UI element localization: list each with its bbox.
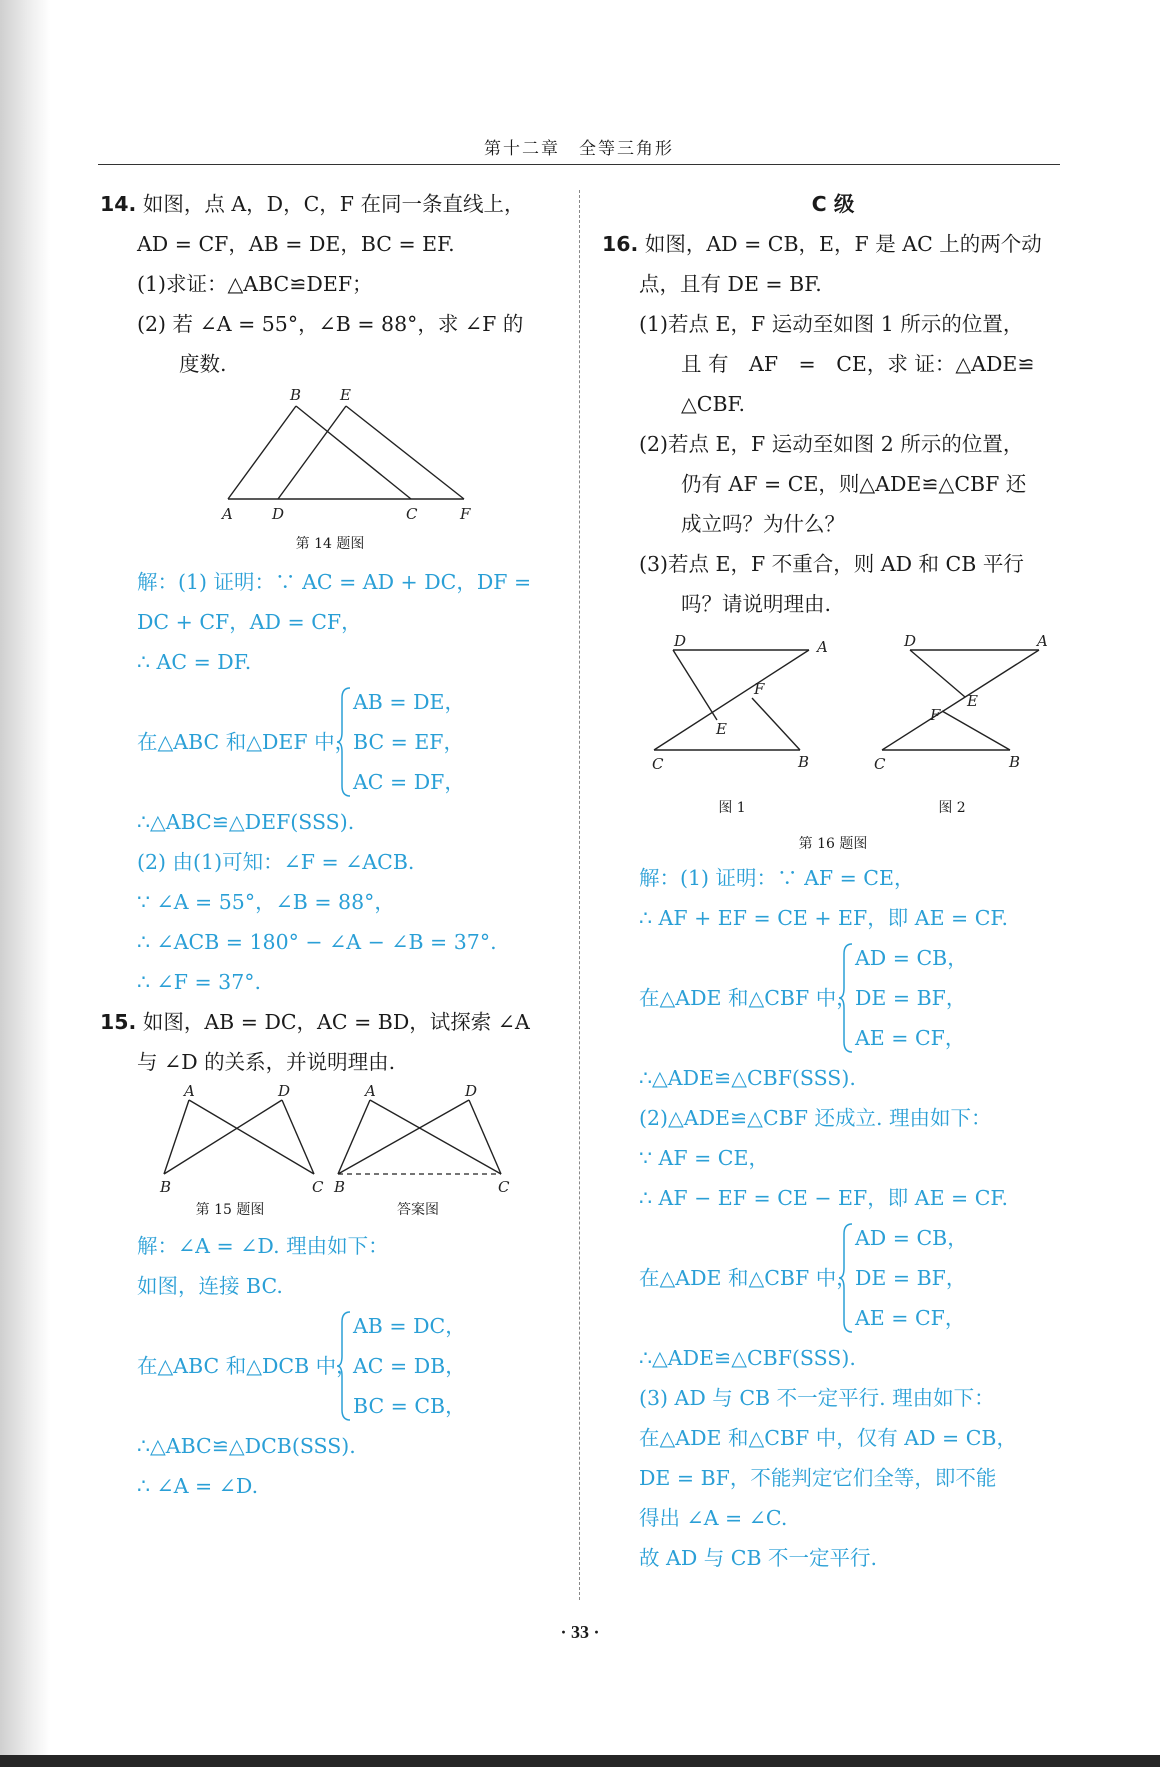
q15-sol-line: 解：∠A = ∠D. 理由如下： xyxy=(137,1234,389,1258)
brace-items: AD = CB， DE = BF， AE = CF， xyxy=(855,1226,968,1330)
q14-sol-line: ∴ AC = DF. xyxy=(137,650,252,674)
q14-line-1: 14. 如图，点 A，D，C，F 在同一条直线上， xyxy=(100,192,525,216)
q14-number: 14. xyxy=(100,192,137,216)
q15-sol-line: ∴ ∠A = ∠D. xyxy=(137,1474,259,1498)
label-C: C xyxy=(652,755,664,773)
q14-sol-line: 解：(1) 证明：∵ AC = AD + DC，DF = xyxy=(137,570,532,594)
q16-fig1-caption: 图 1 xyxy=(718,800,746,816)
page-edge-shadow xyxy=(0,0,50,1767)
q15-diagram xyxy=(100,1082,560,1200)
label-F: F xyxy=(460,505,471,523)
q16-part2-cont: 仍有 AF = CE，则△ADE≌△CBF 还 xyxy=(681,472,1027,496)
q15-solution xyxy=(100,1226,560,1506)
label-F: F xyxy=(754,680,765,698)
q16-diagram xyxy=(602,624,1064,792)
q15-line-1: 15. 如图，AB = DC，AC = BD，试探索 ∠A xyxy=(100,1010,530,1034)
label-A: A xyxy=(1037,632,1048,650)
brace-icon xyxy=(838,942,854,1054)
grade-heading: C 级 xyxy=(811,192,855,216)
q16-sol-line: 故 AD 与 CB 不一定平行. xyxy=(639,1546,878,1570)
q14-sol-line: ∴ ∠F = 37°. xyxy=(137,970,262,994)
q14-sol-line: ∴ ∠ACB = 180° − ∠A − ∠B = 37°. xyxy=(137,930,497,954)
q16-sol-line: 解：(1) 证明：∵ AF = CE， xyxy=(639,866,915,890)
q16-part1-cont: △CBF. xyxy=(681,392,746,416)
label-B: B xyxy=(160,1178,172,1196)
chapter-header: 第十二章 全等三角形 xyxy=(98,134,1060,165)
q16-sol-line: ∴ AF + EF = CE + EF，即 AE = CF. xyxy=(639,906,1008,930)
label-B: B xyxy=(1009,753,1021,771)
brace-icon xyxy=(336,686,352,798)
q16-sol-line: ∴ AF − EF = CE − EF，即 AE = CF. xyxy=(639,1186,1008,1210)
label-A: A xyxy=(184,1082,195,1100)
label-C: C xyxy=(312,1178,324,1196)
q16-part3: (3)若点 E，F 不重合，则 AD 和 CB 平行 xyxy=(639,552,1024,576)
q16-fig2-caption: 图 2 xyxy=(938,800,966,816)
brace-label: 在△ADE 和△CBF 中， xyxy=(639,1266,857,1290)
q15-sol-line: 如图，连接 BC. xyxy=(137,1274,283,1298)
q16-brace-system-1 xyxy=(602,938,1064,1058)
q16-caption: 第 16 题图 xyxy=(798,836,868,852)
q16-part1: (1)若点 E，F 运动至如图 1 所示的位置， xyxy=(639,312,1024,336)
q14-figure xyxy=(100,384,560,562)
q16-part2-cont: 成立吗？为什么？ xyxy=(681,512,845,536)
q16-sol-line: 得出 ∠A = ∠C. xyxy=(639,1506,788,1530)
q16-sol-line: ∴△ADE≌△CBF(SSS). xyxy=(639,1346,856,1370)
q14-caption: 第 14 题图 xyxy=(295,536,365,552)
label-F: F xyxy=(930,706,941,724)
label-A: A xyxy=(222,505,233,523)
q14-brace-system xyxy=(100,682,560,802)
label-D: D xyxy=(272,505,285,523)
q15-caption: 第 15 题图 xyxy=(195,1202,265,1218)
q14-part2-cont: 度数. xyxy=(179,352,227,376)
label-C: C xyxy=(874,755,886,773)
q16-sol-line: (2)△ADE≌△CBF 还成立. 理由如下： xyxy=(639,1106,992,1130)
q16-line-2: 点，且有 DE = BF. xyxy=(639,272,822,296)
q15-figures xyxy=(100,1082,560,1226)
q16-part2: (2)若点 E，F 运动至如图 2 所示的位置， xyxy=(639,432,1024,456)
brace-icon xyxy=(336,1310,352,1422)
brace-label: 在△ADE 和△CBF 中， xyxy=(639,986,857,1010)
bottom-edge xyxy=(0,1755,1160,1767)
label-D: D xyxy=(278,1082,291,1100)
brace-items: AB = DC， AC = DB， BC = CB， xyxy=(353,1314,466,1418)
q14-solution xyxy=(100,562,560,1002)
q16-solution xyxy=(602,858,1064,1578)
q16-line-1: 16. 如图，AD = CB，E，F 是 AC 上的两个动 xyxy=(602,232,1042,256)
q16-sol-line: 在△ADE 和△CBF 中，仅有 AD = CB， xyxy=(639,1426,1017,1450)
label-C: C xyxy=(406,505,418,523)
q14-sol-line: (2) 由(1)可知：∠F = ∠ACB. xyxy=(137,850,415,874)
q14-part2: (2) 若 ∠A = 55°，∠B = 88°，求 ∠F 的 xyxy=(137,312,524,336)
label-D: D xyxy=(465,1082,478,1100)
label-B: B xyxy=(334,1178,346,1196)
brace-items: AD = CB， DE = BF， AE = CF， xyxy=(855,946,968,1050)
q16-sol-line: ∵ AF = CE， xyxy=(639,1146,769,1170)
q16-part1-cont: 且 有 AF = CE，求 证：△ADE≌ xyxy=(681,352,1035,376)
q14-diagram xyxy=(100,384,560,534)
q14-part1: (1)求证：△ABC≌DEF； xyxy=(137,272,373,296)
label-D: D xyxy=(904,632,917,650)
q16-brace-system-2 xyxy=(602,1218,1064,1338)
q14-sol-line: ∵ ∠A = 55°，∠B = 88°， xyxy=(137,890,395,914)
left-column xyxy=(100,184,560,1506)
brace-label: 在△ABC 和△DEF 中， xyxy=(137,730,356,754)
brace-label: 在△ABC 和△DCB 中， xyxy=(137,1354,357,1378)
label-A: A xyxy=(817,638,828,656)
q15-line-2: 与 ∠D 的关系，并说明理由. xyxy=(137,1050,396,1074)
q16-sol-line: (3) AD 与 CB 不一定平行. 理由如下： xyxy=(639,1386,995,1410)
q15-sol-line: ∴△ABC≌△DCB(SSS). xyxy=(137,1434,356,1458)
label-B: B xyxy=(798,753,810,771)
q15-number: 15. xyxy=(100,1010,137,1034)
label-B: B xyxy=(290,386,302,404)
q14-sol-line: DC + CF，AD = CF， xyxy=(137,610,362,634)
q15-brace-system xyxy=(100,1306,560,1426)
q16-figures xyxy=(602,624,1064,858)
page-number: · 33 · xyxy=(560,1622,600,1642)
label-E: E xyxy=(340,386,351,404)
column-divider xyxy=(579,190,580,1600)
q14-sol-line: ∴△ABC≌△DEF(SSS). xyxy=(137,810,355,834)
q16-sol-line: DE = BF，不能判定它们全等，即不能 xyxy=(639,1466,997,1490)
right-column xyxy=(602,184,1064,1578)
label-E: E xyxy=(967,692,978,710)
q15-answer-caption: 答案图 xyxy=(397,1202,439,1218)
label-E: E xyxy=(716,720,727,738)
label-A: A xyxy=(365,1082,376,1100)
q16-number: 16. xyxy=(602,232,639,256)
label-C: C xyxy=(498,1178,510,1196)
q16-part3-cont: 吗？请说明理由. xyxy=(681,592,832,616)
q16-sol-line: ∴△ADE≌△CBF(SSS). xyxy=(639,1066,856,1090)
label-D: D xyxy=(674,632,687,650)
brace-items: AB = DE， BC = EF， AC = DF， xyxy=(353,690,465,794)
q14-line-2: AD = CF，AB = DE，BC = EF. xyxy=(137,232,455,256)
brace-icon xyxy=(838,1222,854,1334)
